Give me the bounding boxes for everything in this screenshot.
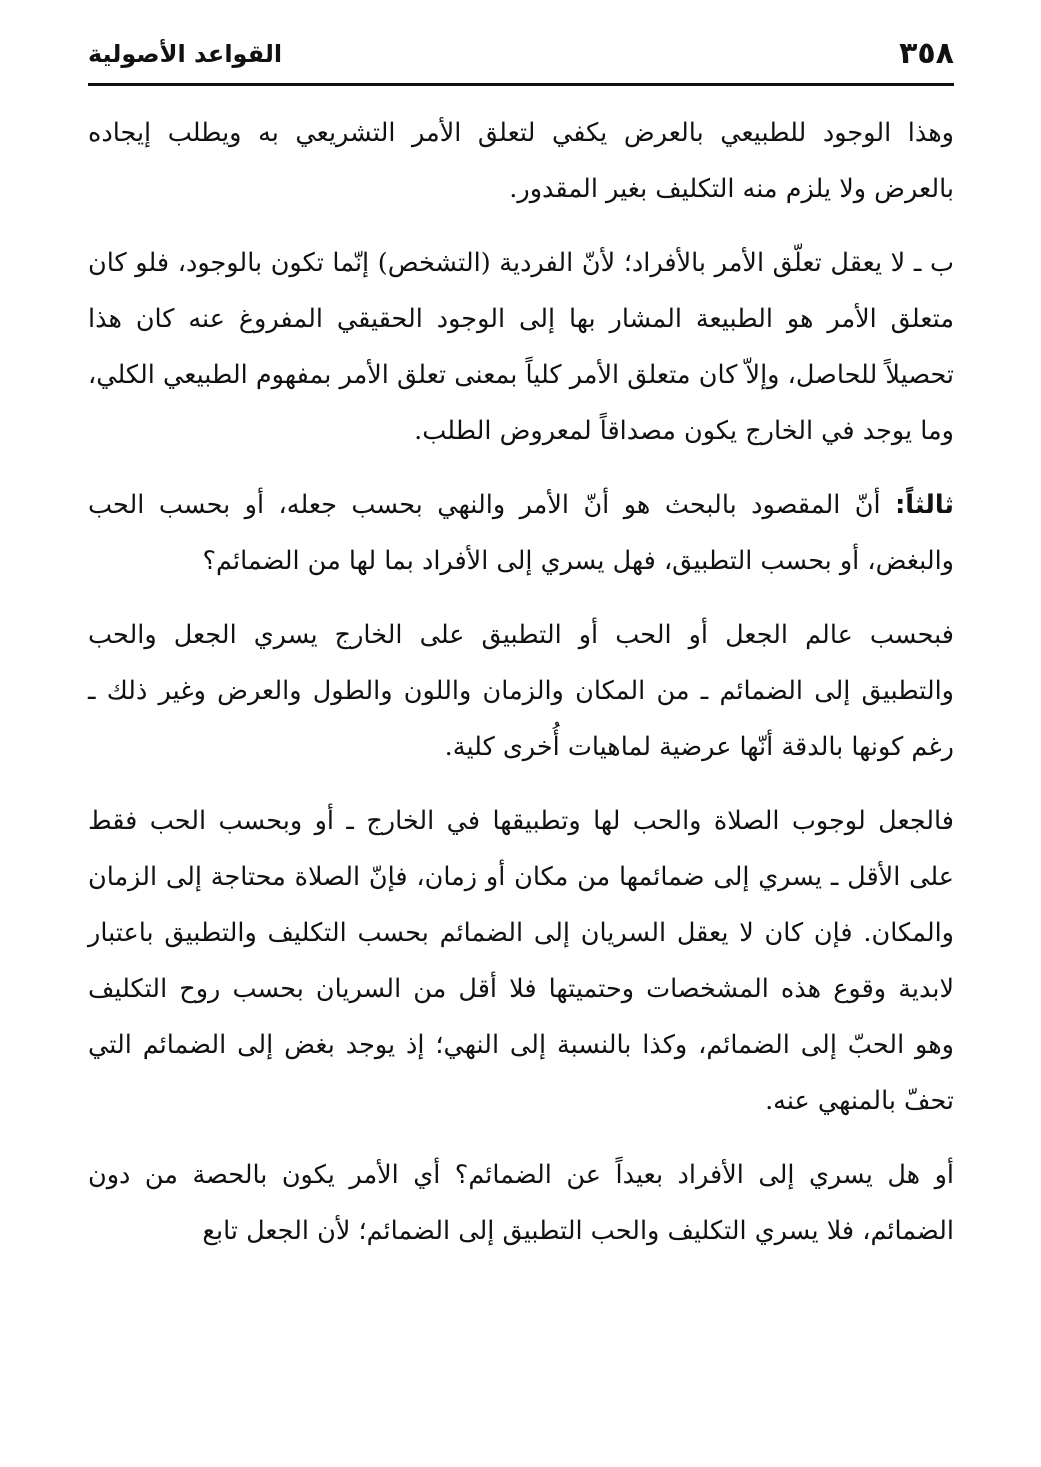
paragraph-text: فبحسب عالم الجعل أو الحب أو التطبيق على الخارج يسري الجعل والحب والتطبيق إلى الضمائم ـ من المكان والزمان واللون والطول والعرض وغير ذلك ـ رغم كونها بالدقة أنّها عرضية لماهيات أُخرى كلية. (88, 620, 954, 762)
paragraph (88, 477, 954, 589)
paragraph-text: أنّ المقصود بالبحث هو أنّ الأمر والنهي بحسب جعله، أو بحسب الحب والبغض، أو بحسب التطبيق، فهل يسري إلى الأفراد بما لها من الضمائم؟ (88, 490, 954, 576)
paragraph-text: فالجعل لوجوب الصلاة والحب لها وتطبيقها في الخارج ـ أو وبحسب الحب فقط على الأقل ـ يسري إلى ضمائمها من مكان أو زمان، فإنّ الصلاة محتاجة إلى الزمان والمكان. فإن كان لا يعقل السريان إلى الضمائم بحسب التكليف والتطبيق باعتبار لابدية وقوع هذه المشخصات وحتميتها فلا أقل من السريان بحسب روح التكليف وهو الحبّ إلى الضمائم، وكذا بالنسبة إلى النهي؛ إذ يوجد بغض إلى الضمائم التي تحفّ بالمنهي عنه. (88, 806, 954, 1116)
page-number: ٣٥٨ (899, 36, 954, 71)
paragraph (88, 607, 954, 775)
paragraph-text: أو هل يسري إلى الأفراد بعيداً عن الضمائم؟ أي الأمر يكون بالحصة من دون الضمائم، فلا يسري التكليف والحب التطبيق إلى الضمائم؛ لأن الجعل تابع (88, 1160, 954, 1246)
paragraph (88, 1147, 954, 1259)
paragraph (88, 105, 954, 217)
running-title: القواعد الأصولية (88, 40, 283, 68)
paragraph (88, 235, 954, 459)
paragraph (88, 793, 954, 1129)
page-header (88, 32, 954, 76)
header-rule (88, 83, 954, 86)
paragraph-text: وهذا الوجود للطبيعي بالعرض يكفي لتعلق الأمر التشريعي به ويطلب إيجاده بالعرض ولا يلزم منه التكليف بغير المقدور. (88, 118, 954, 204)
body-text (88, 105, 954, 1277)
paragraph-text: ب ـ لا يعقل تعلّق الأمر بالأفراد؛ لأنّ الفردية (التشخص) إنّما تكون بالوجود، فلو كان متعلق الأمر هو الطبيعة المشار بها إلى الوجود الحقيقي المفروغ عنه كان هذا تحصيلاً للحاصل، وإلاّ كان متعلق الأمر كلياً بمعنى تعلق الأمر بمفهوم الطبيعي الكلي، وما يوجد في الخارج يكون مصداقاً لمعروض الطلب. (88, 248, 954, 446)
paragraph-lead: ثالثاً: (895, 490, 954, 520)
